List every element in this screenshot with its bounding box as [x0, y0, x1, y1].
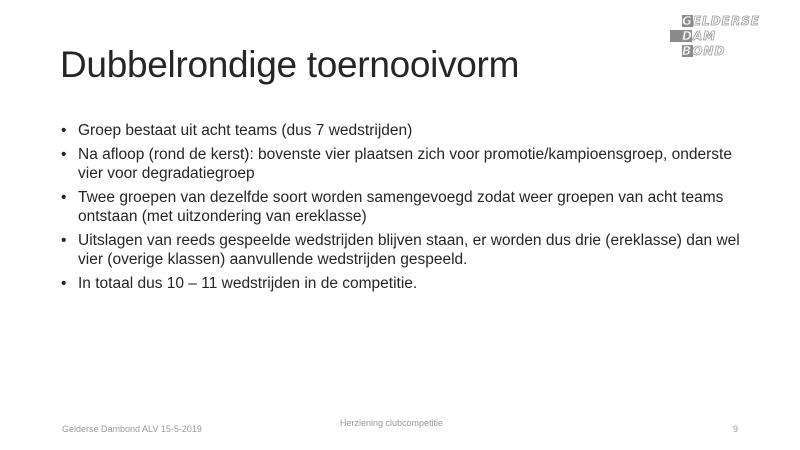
- bullet-item: [60, 121, 740, 140]
- bullet-icon: •: [61, 146, 67, 163]
- bullet-text: Groep bestaat uit acht teams (dus 7 wedstrijden): [78, 122, 413, 139]
- page-number: 9: [733, 424, 739, 434]
- bullet-text: Twee groepen van dezelfde soort worden samengevoegd zodat weer groepen van acht teams ontstaan (met uitzondering van ereklasse): [78, 189, 724, 225]
- logo-line-3: BOND: [682, 44, 726, 58]
- bullet-icon: •: [61, 232, 67, 249]
- bullet-list: [60, 121, 740, 298]
- logo-line-1: GELDERSE: [682, 14, 760, 28]
- bullet-item: [60, 145, 740, 183]
- bullet-text: Uitslagen van reeds gespeelde wedstrijden blijven staan, er worden dus drie (ereklasse) dan wel vier (overige klassen) aanvullende wedstrijden gespeeld.: [78, 232, 740, 268]
- gelderse-dambond-logo: [668, 14, 778, 60]
- bullet-text: Na afloop (rond de kerst): bovenste vier plaatsen zich voor promotie/kampioensgroep, onderste vier voor degradatiegroep: [78, 146, 732, 182]
- bullet-item: [60, 274, 740, 293]
- bullet-item: [60, 231, 740, 269]
- footer-center: Herziening clubcompetitie: [340, 418, 444, 428]
- bullet-text: In totaal dus 10 – 11 wedstrijden in de competitie.: [78, 275, 418, 292]
- logo-line-2: DAM: [682, 29, 717, 43]
- bullet-item: [60, 188, 740, 226]
- bullet-icon: •: [61, 189, 67, 206]
- slide-title: Dubbelrondige toernooivorm: [60, 44, 520, 85]
- bullet-icon: •: [61, 122, 67, 139]
- footer-left: Gelderse Dambond ALV 15-5-2019: [62, 424, 202, 434]
- bullet-icon: •: [61, 275, 67, 292]
